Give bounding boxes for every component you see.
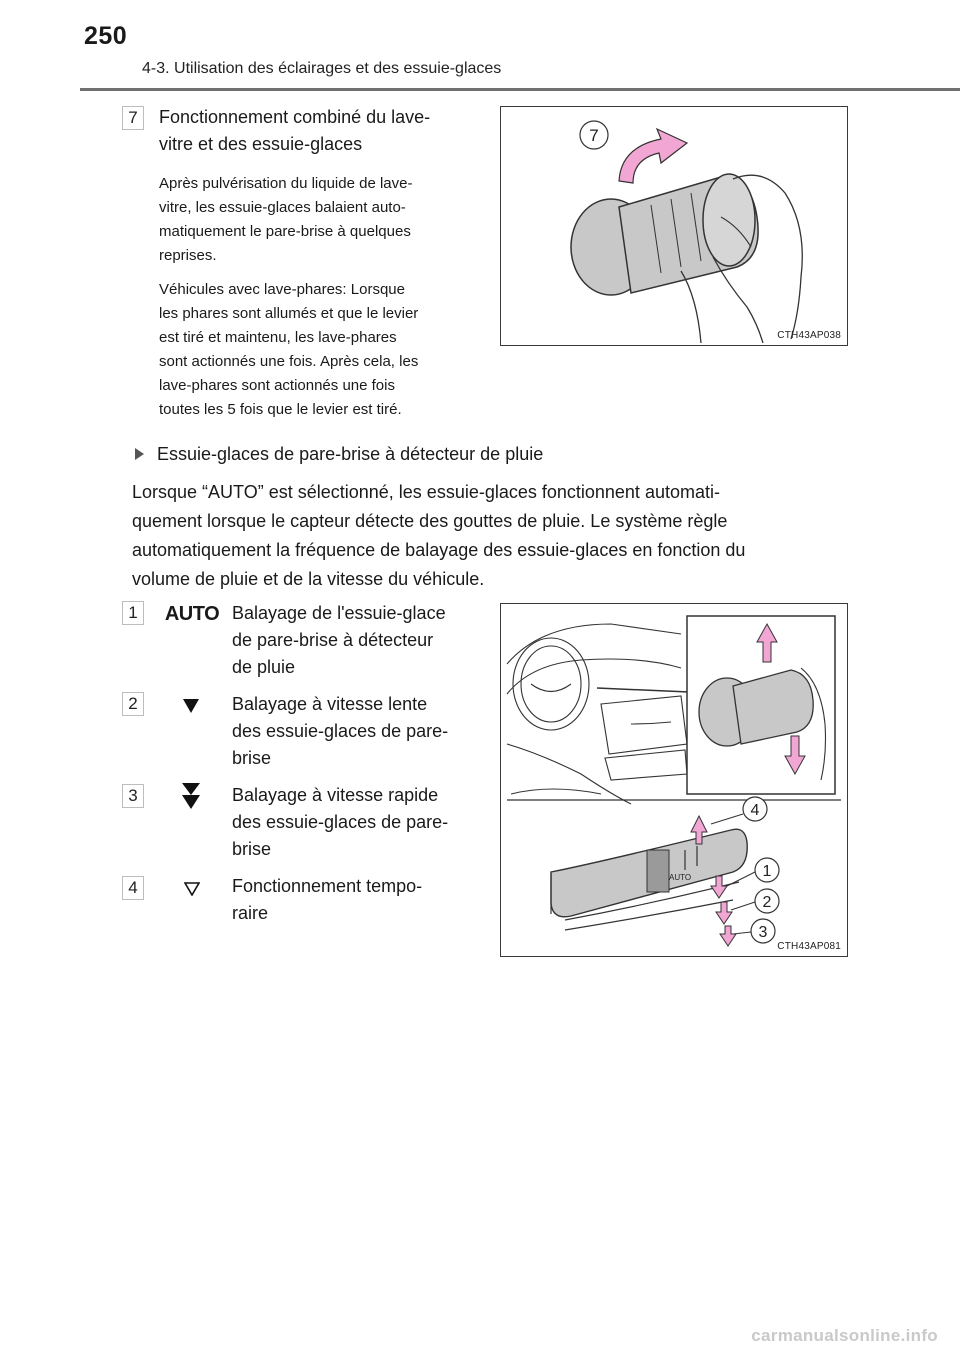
bullet-triangle-icon: [135, 448, 144, 460]
section-title: 4-3. Utilisation des éclairages et des essuie-glaces: [142, 60, 502, 77]
item-number-3: 3: [122, 784, 144, 808]
item-number-1: 1: [122, 601, 144, 625]
item-1-text: Balayage de l'essuie-glace de pare-brise à détecteur de pluie: [232, 603, 446, 677]
double-down-triangle-icon: [180, 783, 202, 811]
pull-arrow-icon: [619, 129, 687, 183]
step7-desc2-line6: toutes les 5 fois que le levier est tiré.: [159, 401, 402, 418]
label-1-text: 1: [762, 863, 772, 880]
rain-body-line2: quement lorsque le capteur détecte des gouttes de pluie. Le système règle: [132, 511, 728, 531]
watermark: carmanualsonline.info: [751, 1326, 938, 1345]
step7-text: [159, 104, 479, 422]
rain-sensing-heading: Essuie-glaces de pare-brise à détecteur de pluie: [157, 444, 544, 464]
lever-auto-text: AUTO: [669, 873, 692, 882]
single-down-triangle-icon: [180, 696, 202, 716]
auto-icon: AUTO: [164, 602, 220, 625]
step7-desc2-line1: Véhicules avec lave-phares: Lorsque: [159, 281, 405, 298]
figure-code: CTH43AP038: [777, 330, 841, 341]
step7-desc2-line3: est tiré et maintenu, les lave-phares: [159, 329, 397, 346]
rain-sensing-body: [132, 478, 842, 594]
rain-body-line4: volume de pluie et de la vitesse du véhicule.: [132, 569, 485, 589]
step7-desc1-line1: Après pulvérisation du liquide de lave-: [159, 175, 413, 192]
item-2-text: Balayage à vitesse lente des essuie-glaces de pare- brise: [232, 694, 449, 768]
label-3-text: 3: [758, 924, 768, 941]
item-4-text: Fonctionnement tempo- raire: [232, 876, 423, 923]
step7-desc2-line2: les phares sont allumés et que le levier: [159, 305, 419, 322]
step7-desc1-line3: matiquement le pare-brise à quelques: [159, 223, 411, 240]
step7-desc1-line2: vitre, les essuie-glaces balaient auto-: [159, 199, 406, 216]
rain-body-line1: Lorsque “AUTO” est sélectionné, les essuie-glaces fonctionnent automati-: [132, 482, 720, 502]
item-number-2: 2: [122, 692, 144, 716]
header-rule: [80, 88, 960, 91]
step7-title-line2: vitre et des essuie-glaces: [159, 134, 363, 154]
step-number-7: 7: [122, 106, 144, 130]
wiper-lever-illustration: [501, 604, 847, 956]
item-3-text: Balayage à vitesse rapide des essuie-glaces de pare- brise: [232, 785, 449, 859]
step7-desc2-line4: sont actionnés une fois. Après cela, les: [159, 353, 419, 370]
step7-desc1-line4: reprises.: [159, 247, 217, 264]
rain-body-line3: automatiquement la fréquence de balayage des essuie-glaces en fonction du: [132, 540, 746, 560]
page-number: 250: [84, 22, 128, 50]
step7-desc2-line5: lave-phares sont actionnés une fois: [159, 377, 395, 394]
label-2-text: 2: [762, 894, 772, 911]
step7-title-line1: Fonctionnement combiné du lave-: [159, 107, 431, 127]
item-number-4: 4: [122, 876, 144, 900]
figure-wiper-lever: [500, 603, 848, 957]
outline-down-triangle-icon: [182, 880, 202, 898]
figure-lever-pull: [500, 106, 848, 346]
label-4-text: 4: [750, 802, 760, 819]
label-7-text: 7: [589, 126, 599, 145]
lever-pull-illustration: [501, 107, 847, 345]
figure-code: CTH43AP081: [777, 941, 841, 952]
